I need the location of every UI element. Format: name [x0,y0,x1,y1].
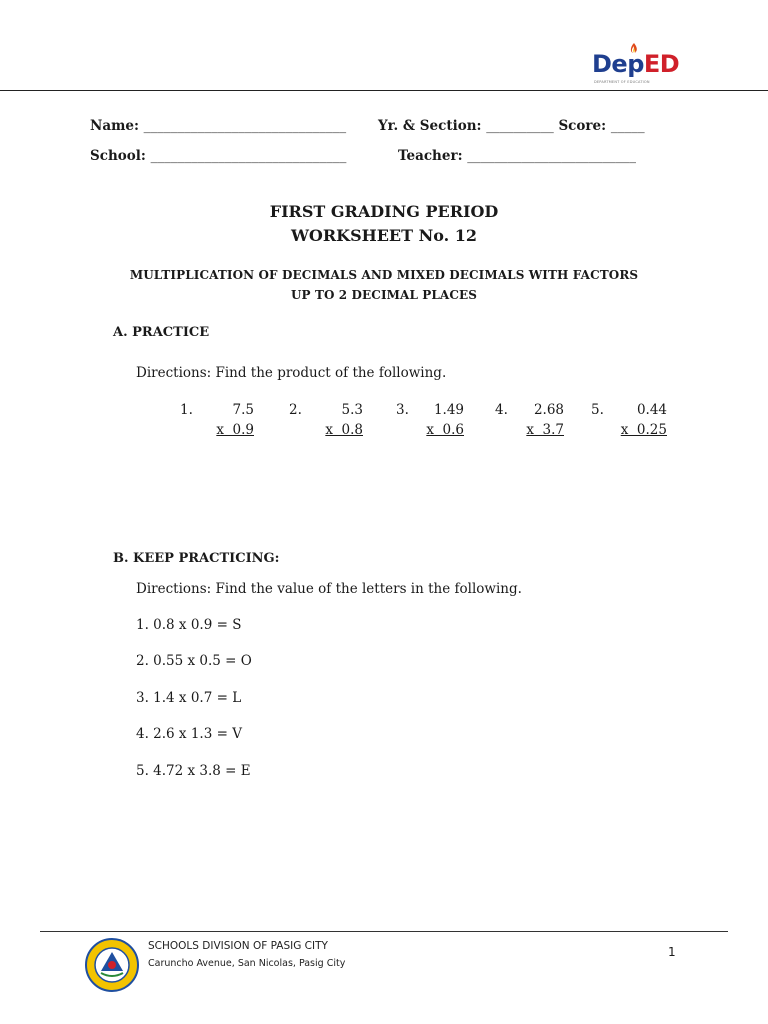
list-item: 2. 0.55 x 0.5 = O [136,653,252,669]
header-divider [0,90,768,91]
teacher-blank[interactable]: _________________________ [467,148,637,164]
logo-dep: Dep [592,50,644,78]
problem-top: 5.3 [341,402,363,418]
list-item: 5. 4.72 x 3.8 = E [136,763,251,779]
problem-number: 2. [289,402,302,418]
section-label: Yr. & Section: [378,118,482,134]
deped-logo [592,44,684,88]
school-label: School: [90,148,146,164]
list-item: 1. 0.8 x 0.9 = S [136,617,242,633]
practice-directions: Directions: Find the product of the following. [136,365,447,381]
problem-bottom: x 3.7 [526,422,564,438]
division-name: SCHOOLS DIVISION OF PASIG CITY [148,940,328,952]
problem-number: 3. [396,402,409,418]
score-label: Score: [558,118,607,134]
problem-bottom: x 0.6 [426,422,464,438]
logo-ed: ED [643,50,680,78]
school-line [90,148,346,164]
score-blank[interactable]: _____ [610,118,645,134]
problem-number: 1. [180,402,193,418]
division-address: Caruncho Avenue, San Nicolas, Pasig City [148,958,346,969]
problem-top: 7.5 [232,402,254,418]
name-line [90,118,346,134]
problem-top: 0.44 [636,402,667,418]
problem-bottom: x 0.25 [620,422,667,438]
teacher-line [398,148,636,164]
problem-number: 4. [495,402,508,418]
name-label: Name: [90,118,139,134]
worksheet-title: WORKSHEET No. 12 [290,226,478,245]
practice-problems [0,402,768,446]
section-blank[interactable]: __________ [486,118,554,134]
teacher-label: Teacher: [398,148,463,164]
topic-line-1: MULTIPLICATION OF DECIMALS AND MIXED DECIMALS WITH FACTORS [129,268,639,282]
problem-bottom: x 0.9 [216,422,254,438]
topic-line-2: UP TO 2 DECIMAL PLACES [290,288,477,302]
keep-practicing-directions: Directions: Find the value of the letters in the following. [136,581,522,597]
seal-icon [84,937,140,993]
section-line [378,118,645,134]
keep-practicing-heading: B. KEEP PRACTICING: [113,551,280,566]
list-item: 3. 1.4 x 0.7 = L [136,690,242,706]
page-number: 1 [668,945,676,959]
practice-heading: A. PRACTICE [113,325,210,340]
problem-top: 1.49 [433,402,464,418]
problem-number: 5. [591,402,604,418]
problem-top: 2.68 [533,402,564,418]
logo-tagline: DEPARTMENT OF EDUCATION [594,80,650,84]
list-item: 4. 2.6 x 1.3 = V [136,726,242,742]
footer-divider [40,931,728,932]
problem-bottom: x 0.8 [325,422,363,438]
name-blank[interactable]: ______________________________ [143,118,347,134]
school-blank[interactable]: _____________________________ [150,148,347,164]
grading-period-title: FIRST GRADING PERIOD [269,202,499,221]
